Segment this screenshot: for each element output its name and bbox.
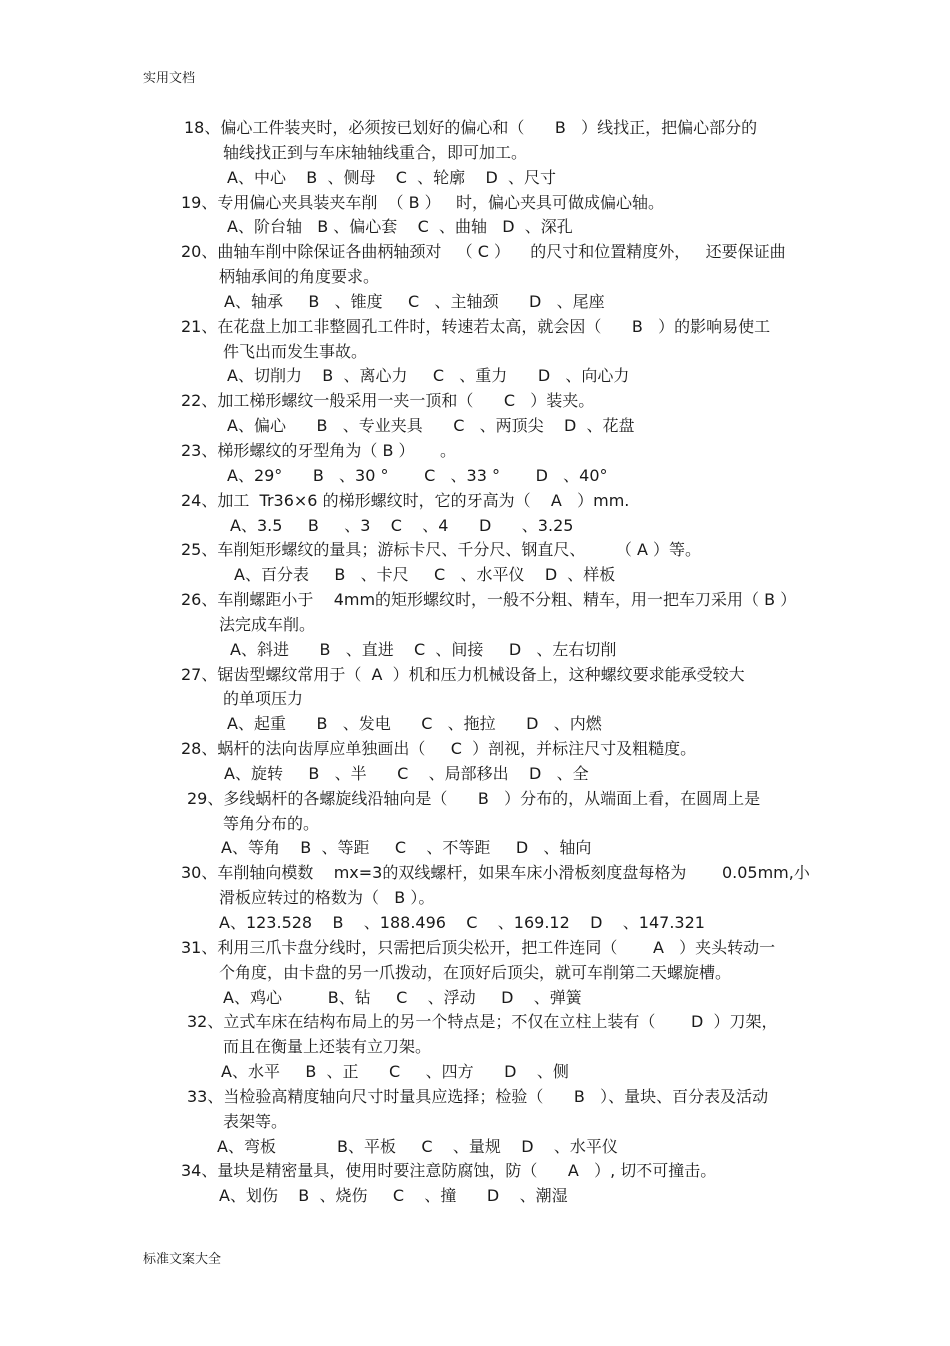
text-line: A、水平 B 、正 C 、四方 D 、侧 (221, 1062, 569, 1082)
text-line: 24、加工 Tr36×6 的梯形螺纹时，它的牙高为（ A ）mm. (181, 490, 630, 510)
text-line: 25、车削矩形螺纹的量具；游标卡尺、千分尺、钢直尺、 （ A ）等。 (181, 540, 701, 560)
text-line: A、划伤 B 、烧伤 C 、撞 D 、潮湿 (219, 1186, 568, 1206)
text-line: 30、车削轴向模数 mx=3的双线螺杆，如果车床小滑板刻度盘每格为 0.05mm,小 (181, 863, 810, 883)
text-line: 法完成车削。 (219, 614, 316, 634)
text-line: 等角分布的。 (223, 813, 320, 833)
question-list (0, 116, 950, 1209)
text-line: A、3.5 B 、3 C 、4 D 、3.25 (230, 515, 574, 535)
text-line: 件飞出而发生事故。 (223, 341, 368, 361)
text-line: 22、加工梯形螺纹一般采用一夹一顶和（ C ）装夹。 (181, 391, 595, 411)
text-line: 29、多线蜗杆的各螺旋线沿轴向是（ B ）分布的，从端面上看，在圆周上是 (187, 788, 761, 808)
text-line: 的单项压力 (223, 689, 304, 709)
text-line: 33、当检验高精度轴向尺寸时量具应选择；检验（ B ）、量块、百分表及活动 (187, 1086, 769, 1106)
text-line: 个角度，由卡盘的另一爪拨动，在顶好后顶尖，就可车削第二天螺旋槽。 (219, 962, 732, 982)
text-line: 20、曲轴车削中除保证各曲柄轴颈对 （ C ） 的尺寸和位置精度外， 还要保证曲 (181, 242, 786, 262)
text-line: 而且在衡量上还装有立刀架。 (223, 1037, 432, 1057)
text-line: A、鸡心 B、钻 C 、浮动 D 、弹簧 (223, 987, 582, 1007)
text-line: 轴线找正到与车床轴轴线重合，即可加工。 (223, 142, 528, 162)
text-line: A、百分表 B 、卡尺 C 、水平仪 D 、样板 (234, 565, 616, 585)
text-line: A、123.528 B 、188.496 C 、169.12 D 、147.321 (219, 913, 705, 932)
text-line: 柄轴承间的角度要求。 (219, 267, 380, 287)
text-line: 21、在花盘上加工非整圆孔工件时，转速若太高，就会因（ B ）的影响易使工 (181, 316, 771, 336)
page-header: 实用文档 (143, 71, 196, 86)
text-line: A、中心 B 、侧母 C 、轮廓 D 、尺寸 (227, 167, 556, 187)
text-line: A、斜进 B 、直进 C 、间接 D 、左右切削 (230, 639, 617, 659)
text-line: 23、梯形螺纹的牙型角为（ B ） 。 (181, 440, 456, 460)
text-line: A、切削力 B 、离心力 C 、重力 D 、向心力 (227, 366, 630, 386)
text-line: 18、偏心工件装夹时，必须按已划好的偏心和（ B ）线找正，把偏心部分的 (184, 118, 758, 137)
text-line: A、29° B 、30 ° C 、33 ° D 、40° (227, 465, 608, 485)
text-line: A、等角 B 、等距 C 、不等距 D 、轴向 (221, 838, 592, 858)
text-line: A、阶台轴 B 、偏心套 C 、曲轴 D 、深孔 (227, 217, 573, 237)
text-line: 34、量块是精密量具，使用时要注意防腐蚀，防（ A ）, 切不可撞击。 (181, 1161, 717, 1181)
text-line: A、偏心 B 、专业夹具 C 、两顶尖 D 、花盘 (227, 416, 635, 436)
text-line: 28、蜗杆的法向齿厚应单独画出（ C ）剖视，并标注尺寸及粗糙度。 (181, 739, 697, 759)
page-footer: 标准文案大全 (143, 1252, 222, 1267)
text-line: 31、利用三爪卡盘分线时，只需把后顶尖松开，把工件连同（ A ）夹头转动一 (181, 937, 776, 957)
text-line: A、轴承 B 、锥度 C 、主轴颈 D 、尾座 (224, 291, 605, 311)
text-line: A、旋转 B 、半 C 、局部移出 D 、全 (224, 763, 589, 783)
text-line: A、起重 B 、发电 C 、拖拉 D 、内燃 (227, 714, 602, 734)
text-line: 26、车削螺距小于 4mm的矩形螺纹时，一般不分粗、精车，用一把车刀采用（ B ） (181, 590, 797, 610)
text-line: 19、专用偏心夹具装夹车削 （ B ） 时，偏心夹具可做成偏心轴。 (181, 192, 664, 212)
text-line: 27、锯齿型螺纹常用于（ A ）机和压力机械设备上，这种螺纹要求能承受较大 (181, 664, 745, 684)
text-line: 滑板应转过的格数为（ B ）。 (219, 888, 435, 908)
text-line: 表架等。 (223, 1111, 288, 1131)
text-line: A、弯板 B、平板 C 、量规 D 、水平仪 (217, 1136, 618, 1156)
text-line: 32、立式车床在结构布局上的另一个特点是；不仅在立柱上装有（ D ）刀架， (187, 1012, 778, 1032)
